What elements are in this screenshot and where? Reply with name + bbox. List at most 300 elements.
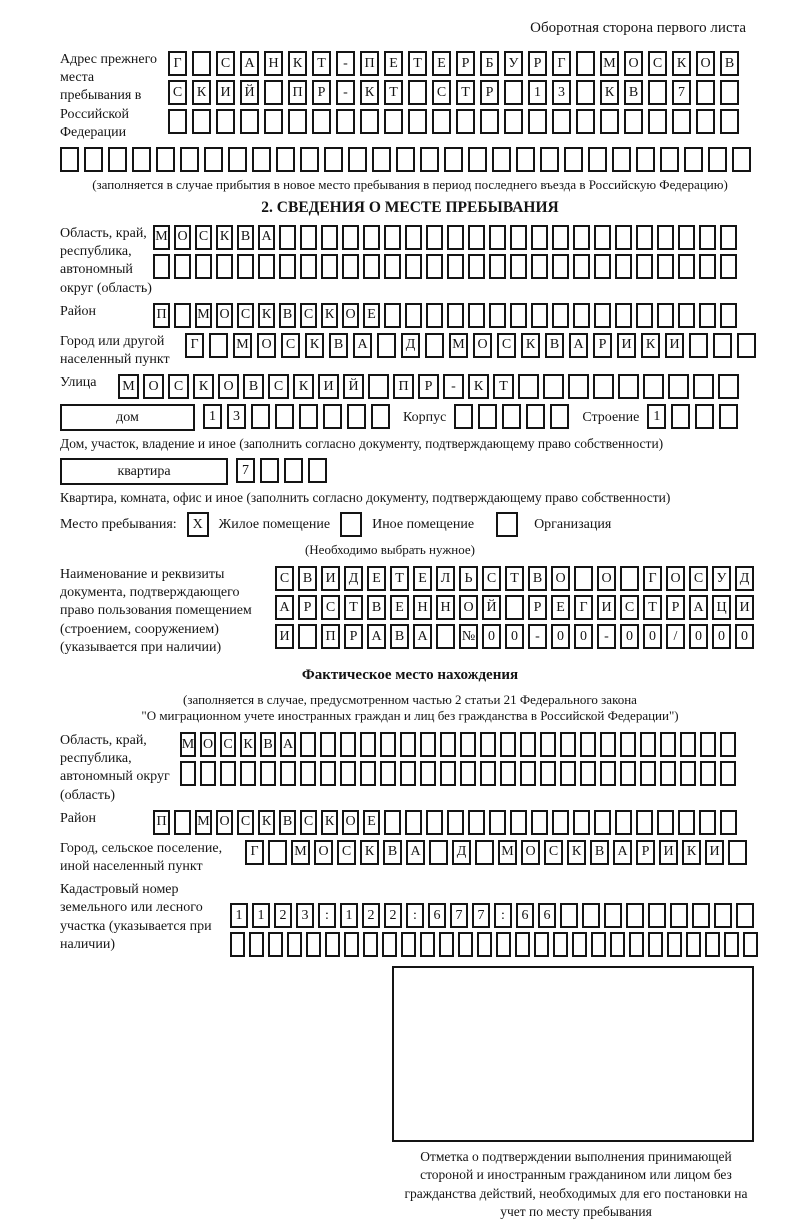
char-cell[interactable]: Г [168, 51, 187, 76]
char-cell[interactable] [440, 732, 456, 757]
char-cell[interactable] [695, 404, 714, 429]
char-cell[interactable] [287, 932, 302, 957]
char-cell[interactable] [657, 303, 674, 328]
char-cell[interactable]: С [281, 333, 300, 358]
char-cell[interactable] [342, 254, 359, 279]
char-cell[interactable] [543, 374, 564, 399]
char-cell[interactable]: А [613, 840, 632, 865]
char-cell[interactable] [429, 840, 448, 865]
char-cell[interactable]: М [233, 333, 252, 358]
char-cell[interactable] [668, 374, 689, 399]
char-cell[interactable] [230, 932, 245, 957]
char-cell[interactable] [299, 404, 318, 429]
char-cell[interactable] [426, 254, 443, 279]
char-cell[interactable]: И [705, 840, 724, 865]
char-cell[interactable] [489, 303, 506, 328]
char-cell[interactable]: 0 [482, 624, 501, 649]
char-cell[interactable]: М [291, 840, 310, 865]
char-cell[interactable] [496, 932, 511, 957]
char-cell[interactable] [686, 932, 701, 957]
char-cell[interactable] [480, 761, 496, 786]
char-cell[interactable] [426, 225, 443, 250]
char-cell[interactable] [477, 932, 492, 957]
char-cell[interactable]: Г [245, 840, 264, 865]
char-cell[interactable] [371, 404, 390, 429]
char-cell[interactable]: 0 [643, 624, 662, 649]
char-cell[interactable] [594, 303, 611, 328]
char-cell[interactable]: Т [312, 51, 331, 76]
char-cell[interactable] [515, 932, 530, 957]
char-cell[interactable] [384, 225, 401, 250]
char-cell[interactable]: Е [551, 595, 570, 620]
char-cell[interactable] [552, 109, 571, 134]
char-cell[interactable] [240, 109, 259, 134]
char-cell[interactable]: О [597, 566, 616, 591]
char-cell[interactable] [732, 147, 751, 172]
char-cell[interactable] [671, 404, 690, 429]
char-cell[interactable] [347, 404, 366, 429]
char-cell[interactable] [540, 761, 556, 786]
char-cell[interactable] [156, 147, 175, 172]
char-cell[interactable] [489, 810, 506, 835]
char-cell[interactable]: А [275, 595, 294, 620]
char-cell[interactable] [720, 225, 737, 250]
char-cell[interactable]: Р [528, 51, 547, 76]
char-cell[interactable] [672, 109, 691, 134]
char-cell[interactable]: В [545, 333, 564, 358]
char-cell[interactable] [279, 225, 296, 250]
char-cell[interactable] [264, 109, 283, 134]
char-cell[interactable]: Т [456, 80, 475, 105]
char-cell[interactable] [279, 254, 296, 279]
char-cell[interactable] [660, 147, 679, 172]
char-cell[interactable]: П [393, 374, 414, 399]
char-cell[interactable] [718, 374, 739, 399]
char-cell[interactable]: В [329, 333, 348, 358]
char-cell[interactable]: 7 [472, 903, 490, 928]
char-cell[interactable] [615, 303, 632, 328]
char-cell[interactable]: - [528, 624, 547, 649]
char-cell[interactable]: С [497, 333, 516, 358]
char-cell[interactable]: Й [482, 595, 501, 620]
char-cell[interactable]: 7 [672, 80, 691, 105]
char-cell[interactable]: К [321, 810, 338, 835]
char-cell[interactable] [336, 109, 355, 134]
char-cell[interactable] [216, 254, 233, 279]
char-cell[interactable] [372, 147, 391, 172]
char-cell[interactable] [468, 810, 485, 835]
char-cell[interactable] [460, 761, 476, 786]
char-cell[interactable]: О [216, 303, 233, 328]
char-cell[interactable]: - [336, 51, 355, 76]
char-cell[interactable]: И [659, 840, 678, 865]
char-cell[interactable]: У [712, 566, 731, 591]
char-cell[interactable] [531, 225, 548, 250]
char-cell[interactable] [405, 225, 422, 250]
char-cell[interactable] [468, 147, 487, 172]
char-cell[interactable]: М [180, 732, 196, 757]
char-cell[interactable]: С [482, 566, 501, 591]
char-cell[interactable]: А [367, 624, 386, 649]
char-cell[interactable]: К [360, 840, 379, 865]
char-cell[interactable] [699, 810, 716, 835]
char-cell[interactable] [568, 374, 589, 399]
char-cell[interactable]: Т [505, 566, 524, 591]
char-cell[interactable] [560, 761, 576, 786]
char-cell[interactable] [576, 80, 595, 105]
char-cell[interactable] [516, 147, 535, 172]
char-cell[interactable] [580, 761, 596, 786]
char-cell[interactable] [460, 732, 476, 757]
char-cell[interactable] [192, 109, 211, 134]
char-cell[interactable]: В [367, 595, 386, 620]
char-cell[interactable] [552, 254, 569, 279]
char-cell[interactable] [636, 254, 653, 279]
char-cell[interactable] [505, 595, 524, 620]
char-cell[interactable]: О [314, 840, 333, 865]
char-cell[interactable] [396, 147, 415, 172]
char-cell[interactable]: В [624, 80, 643, 105]
char-cell[interactable]: О [143, 374, 164, 399]
char-cell[interactable]: И [617, 333, 636, 358]
char-cell[interactable] [300, 147, 319, 172]
char-cell[interactable] [425, 333, 444, 358]
char-cell[interactable] [502, 404, 521, 429]
char-cell[interactable]: А [406, 840, 425, 865]
char-cell[interactable]: М [449, 333, 468, 358]
char-cell[interactable]: Е [363, 810, 380, 835]
char-cell[interactable]: О [200, 732, 216, 757]
char-cell[interactable] [384, 109, 403, 134]
char-cell[interactable]: К [672, 51, 691, 76]
char-cell[interactable]: Г [643, 566, 662, 591]
char-cell[interactable] [405, 254, 422, 279]
char-cell[interactable] [342, 225, 359, 250]
char-cell[interactable] [736, 903, 754, 928]
char-cell[interactable] [308, 458, 327, 483]
char-cell[interactable]: С [432, 80, 451, 105]
char-cell[interactable]: К [216, 225, 233, 250]
char-cell[interactable]: К [288, 51, 307, 76]
char-cell[interactable] [591, 932, 606, 957]
char-cell[interactable] [553, 932, 568, 957]
char-cell[interactable] [500, 761, 516, 786]
char-cell[interactable] [689, 333, 708, 358]
char-cell[interactable] [321, 225, 338, 250]
char-cell[interactable]: 0 [505, 624, 524, 649]
char-cell[interactable] [405, 303, 422, 328]
char-cell[interactable] [636, 303, 653, 328]
char-cell[interactable] [298, 624, 317, 649]
char-cell[interactable] [560, 732, 576, 757]
char-cell[interactable] [648, 109, 667, 134]
char-cell[interactable]: М [600, 51, 619, 76]
char-cell[interactable]: Т [643, 595, 662, 620]
char-cell[interactable]: 6 [516, 903, 534, 928]
char-cell[interactable] [648, 903, 666, 928]
char-cell[interactable] [540, 147, 559, 172]
char-cell[interactable] [478, 404, 497, 429]
char-cell[interactable]: О [624, 51, 643, 76]
char-cell[interactable] [588, 147, 607, 172]
char-cell[interactable] [384, 254, 401, 279]
char-cell[interactable] [696, 109, 715, 134]
char-cell[interactable]: П [360, 51, 379, 76]
char-cell[interactable]: П [288, 80, 307, 105]
char-cell[interactable]: 1 [230, 903, 248, 928]
char-cell[interactable]: В [279, 810, 296, 835]
char-cell[interactable] [325, 932, 340, 957]
char-cell[interactable] [594, 810, 611, 835]
char-cell[interactable] [363, 932, 378, 957]
char-cell[interactable] [489, 254, 506, 279]
char-cell[interactable] [380, 732, 396, 757]
char-cell[interactable] [504, 109, 523, 134]
char-cell[interactable]: И [597, 595, 616, 620]
char-cell[interactable] [174, 303, 191, 328]
char-cell[interactable] [615, 254, 632, 279]
char-cell[interactable]: И [216, 80, 235, 105]
char-cell[interactable]: - [443, 374, 464, 399]
char-cell[interactable] [363, 254, 380, 279]
char-cell[interactable]: Д [401, 333, 420, 358]
char-cell[interactable] [204, 147, 223, 172]
char-cell[interactable]: И [665, 333, 684, 358]
char-cell[interactable]: Р [418, 374, 439, 399]
char-cell[interactable]: С [220, 732, 236, 757]
char-cell[interactable] [667, 932, 682, 957]
char-cell[interactable]: В [528, 566, 547, 591]
char-cell[interactable]: Н [264, 51, 283, 76]
char-cell[interactable] [626, 903, 644, 928]
char-cell[interactable] [180, 761, 196, 786]
char-cell[interactable] [444, 147, 463, 172]
char-cell[interactable]: О [218, 374, 239, 399]
char-cell[interactable] [251, 404, 270, 429]
char-cell[interactable]: № [459, 624, 478, 649]
char-cell[interactable]: О [473, 333, 492, 358]
char-cell[interactable]: А [413, 624, 432, 649]
char-cell[interactable] [640, 732, 656, 757]
char-cell[interactable]: К [468, 374, 489, 399]
char-cell[interactable]: Р [480, 80, 499, 105]
char-cell[interactable] [576, 51, 595, 76]
char-cell[interactable]: 0 [620, 624, 639, 649]
char-cell[interactable]: К [240, 732, 256, 757]
char-cell[interactable] [420, 147, 439, 172]
char-cell[interactable]: : [406, 903, 424, 928]
char-cell[interactable] [520, 732, 536, 757]
char-cell[interactable]: 6 [428, 903, 446, 928]
char-cell[interactable] [426, 810, 443, 835]
char-cell[interactable] [447, 303, 464, 328]
char-cell[interactable]: 2 [362, 903, 380, 928]
char-cell[interactable]: Т [344, 595, 363, 620]
char-cell[interactable] [268, 932, 283, 957]
char-cell[interactable] [275, 404, 294, 429]
char-cell[interactable]: А [240, 51, 259, 76]
char-cell[interactable] [636, 147, 655, 172]
char-cell[interactable] [420, 932, 435, 957]
char-cell[interactable] [629, 932, 644, 957]
char-cell[interactable]: С [648, 51, 667, 76]
char-cell[interactable] [696, 80, 715, 105]
char-cell[interactable]: Д [735, 566, 754, 591]
char-cell[interactable]: Д [452, 840, 471, 865]
char-cell[interactable] [550, 404, 569, 429]
char-cell[interactable]: К [193, 374, 214, 399]
char-cell[interactable]: 7 [236, 458, 255, 483]
char-cell[interactable]: А [280, 732, 296, 757]
char-cell[interactable] [284, 458, 303, 483]
char-cell[interactable] [574, 566, 593, 591]
char-cell[interactable] [618, 374, 639, 399]
char-cell[interactable] [564, 147, 583, 172]
char-cell[interactable] [552, 303, 569, 328]
char-cell[interactable] [249, 932, 264, 957]
char-cell[interactable] [447, 810, 464, 835]
char-cell[interactable] [237, 254, 254, 279]
char-cell[interactable] [408, 109, 427, 134]
char-cell[interactable]: С [337, 840, 356, 865]
char-cell[interactable] [132, 147, 151, 172]
char-cell[interactable]: О [551, 566, 570, 591]
char-cell[interactable]: К [682, 840, 701, 865]
char-cell[interactable]: М [498, 840, 517, 865]
char-cell[interactable]: К [567, 840, 586, 865]
char-cell[interactable]: М [118, 374, 139, 399]
char-cell[interactable] [615, 810, 632, 835]
char-cell[interactable] [531, 254, 548, 279]
char-cell[interactable]: Е [367, 566, 386, 591]
char-cell[interactable] [258, 254, 275, 279]
char-cell[interactable] [454, 404, 473, 429]
char-cell[interactable]: О [521, 840, 540, 865]
char-cell[interactable] [324, 147, 343, 172]
char-cell[interactable] [240, 761, 256, 786]
char-cell[interactable] [426, 303, 443, 328]
char-cell[interactable]: Й [240, 80, 259, 105]
char-cell[interactable] [468, 254, 485, 279]
char-cell[interactable] [580, 732, 596, 757]
char-cell[interactable] [708, 147, 727, 172]
char-cell[interactable] [600, 732, 616, 757]
char-cell[interactable]: В [590, 840, 609, 865]
char-cell[interactable] [743, 932, 758, 957]
char-cell[interactable]: 0 [574, 624, 593, 649]
char-cell[interactable]: С [168, 80, 187, 105]
char-cell[interactable] [360, 761, 376, 786]
char-cell[interactable]: 2 [384, 903, 402, 928]
char-cell[interactable]: 1 [252, 903, 270, 928]
char-cell[interactable] [475, 840, 494, 865]
char-cell[interactable]: С [237, 303, 254, 328]
char-cell[interactable] [252, 147, 271, 172]
char-cell[interactable] [573, 254, 590, 279]
char-cell[interactable]: Р [636, 840, 655, 865]
residential-checkbox[interactable]: X [187, 512, 209, 537]
char-cell[interactable]: А [258, 225, 275, 250]
char-cell[interactable]: К [521, 333, 540, 358]
char-cell[interactable]: : [318, 903, 336, 928]
char-cell[interactable] [728, 840, 747, 865]
char-cell[interactable]: Т [493, 374, 514, 399]
char-cell[interactable] [368, 374, 389, 399]
char-cell[interactable] [620, 732, 636, 757]
char-cell[interactable]: К [321, 303, 338, 328]
char-cell[interactable] [700, 761, 716, 786]
char-cell[interactable]: Е [432, 51, 451, 76]
char-cell[interactable] [600, 761, 616, 786]
char-cell[interactable]: О [696, 51, 715, 76]
char-cell[interactable] [153, 254, 170, 279]
char-cell[interactable] [528, 109, 547, 134]
char-cell[interactable] [526, 404, 545, 429]
char-cell[interactable] [439, 932, 454, 957]
char-cell[interactable]: К [641, 333, 660, 358]
char-cell[interactable] [405, 810, 422, 835]
char-cell[interactable] [660, 761, 676, 786]
char-cell[interactable] [363, 225, 380, 250]
char-cell[interactable] [600, 109, 619, 134]
char-cell[interactable]: С [168, 374, 189, 399]
char-cell[interactable]: В [243, 374, 264, 399]
char-cell[interactable]: П [153, 810, 170, 835]
char-cell[interactable] [220, 761, 236, 786]
char-cell[interactable]: О [459, 595, 478, 620]
char-cell[interactable]: Д [344, 566, 363, 591]
char-cell[interactable]: В [383, 840, 402, 865]
char-cell[interactable] [306, 932, 321, 957]
char-cell[interactable]: 0 [689, 624, 708, 649]
char-cell[interactable]: 6 [538, 903, 556, 928]
char-cell[interactable] [408, 80, 427, 105]
char-cell[interactable] [680, 761, 696, 786]
char-cell[interactable]: Т [408, 51, 427, 76]
char-cell[interactable] [657, 254, 674, 279]
char-cell[interactable]: М [195, 810, 212, 835]
char-cell[interactable]: Т [390, 566, 409, 591]
char-cell[interactable] [699, 303, 716, 328]
char-cell[interactable] [420, 732, 436, 757]
char-cell[interactable] [720, 80, 739, 105]
char-cell[interactable] [382, 932, 397, 957]
char-cell[interactable] [420, 761, 436, 786]
char-cell[interactable] [447, 225, 464, 250]
char-cell[interactable]: Й [343, 374, 364, 399]
char-cell[interactable]: В [237, 225, 254, 250]
char-cell[interactable] [168, 109, 187, 134]
char-cell[interactable]: С [544, 840, 563, 865]
char-cell[interactable] [684, 147, 703, 172]
char-cell[interactable]: Е [413, 566, 432, 591]
char-cell[interactable] [480, 109, 499, 134]
char-cell[interactable] [700, 732, 716, 757]
char-cell[interactable]: Л [436, 566, 455, 591]
char-cell[interactable]: О [342, 303, 359, 328]
char-cell[interactable]: 0 [551, 624, 570, 649]
char-cell[interactable]: Р [298, 595, 317, 620]
char-cell[interactable] [720, 109, 739, 134]
char-cell[interactable] [648, 932, 663, 957]
char-cell[interactable] [384, 303, 401, 328]
char-cell[interactable] [216, 109, 235, 134]
char-cell[interactable] [531, 303, 548, 328]
char-cell[interactable]: К [600, 80, 619, 105]
char-cell[interactable] [280, 761, 296, 786]
char-cell[interactable] [468, 303, 485, 328]
char-cell[interactable] [720, 761, 736, 786]
